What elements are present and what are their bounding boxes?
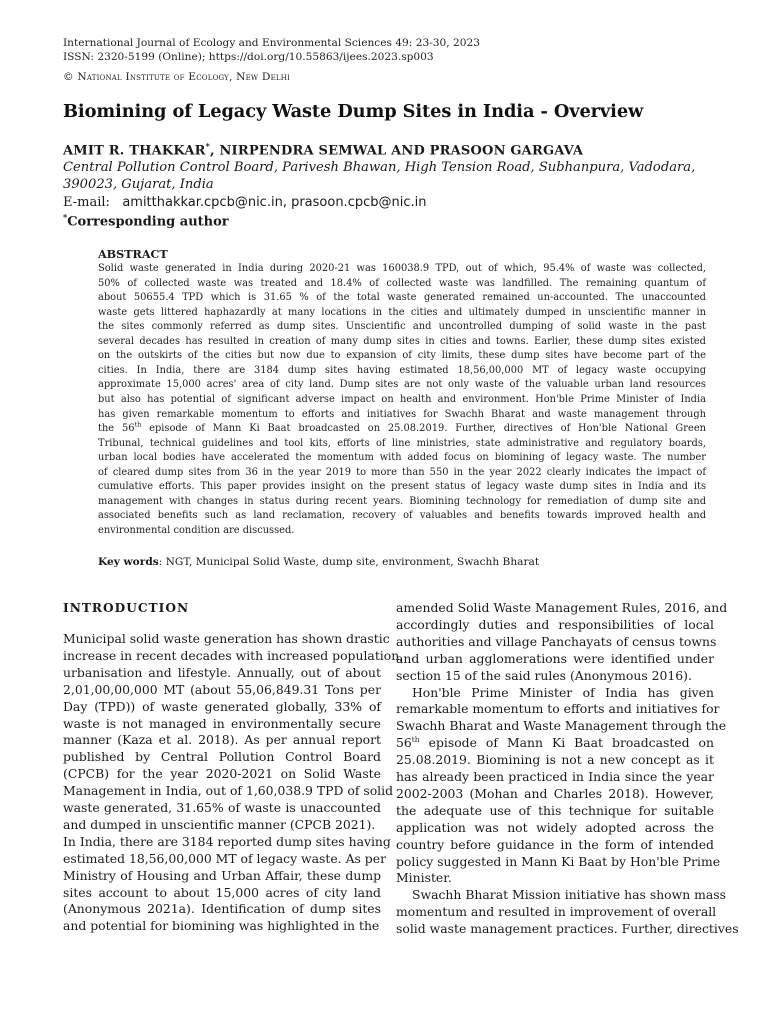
- text-line: country before guidance in the form of intended: [396, 836, 714, 852]
- keywords-line: [98, 556, 539, 568]
- text-line: Swachh Bharat Mission initiative has shown mass: [412, 887, 727, 903]
- text-line: increase in recent decades with increased population,: [63, 647, 404, 663]
- text-line: [98, 420, 706, 435]
- keywords-values: : NGT, Municipal Solid Waste, dump site, environment, Swachh Bharat: [158, 556, 540, 568]
- text-line: accordingly duties and responsibilities of local: [396, 616, 714, 632]
- text-line: Management in India, out of 1,60,038.9 TPD of solid: [63, 783, 394, 799]
- text-line: has already been practiced in India since the year: [396, 769, 714, 784]
- keywords-label: Key words: [98, 556, 159, 568]
- author-list: [63, 141, 583, 158]
- text-line: 25.08.2019. Biomining is not a new concept as it: [396, 752, 714, 768]
- text-line: authorities and village Panchayats of census towns: [396, 633, 717, 649]
- email-addresses: amitthakkar.cpcb@nic.in, prasoon.cpcb@nic.in: [122, 195, 427, 210]
- text-line: and dumped in unscientific manner (CPCB 2021).: [63, 816, 376, 832]
- text-line: manner (Kaza et al. 2018). As per annual report: [63, 732, 381, 748]
- text-line: about 50655.4 TPD which is 31.65 % of the total waste generated remained un-accounted. The unaccounted: [98, 292, 706, 304]
- text-line: sites account to about 15,000 acres of city land: [63, 884, 381, 900]
- text-line: has given remarkable momentum to efforts and initiatives for Swachh Bharat and waste management through: [98, 408, 706, 420]
- text-line: solid waste management practices. Further, directives: [396, 921, 739, 937]
- text-line: waste gets littered haphazardly at many locations in the cities and ultimately dumped in unscientific manner in: [98, 306, 706, 318]
- text-line: approximate 15,000 acres' area of city land. Dump sites are not only waste of the valuable urban land resources: [98, 379, 706, 391]
- text-fragment: episode of Mann Ki Baat broadcasted on 25.08.2019. Further, directives of Hon'ble National Green: [141, 423, 706, 435]
- corresponding-mark: *: [205, 141, 211, 151]
- text-line: Day (TPD)) of waste generated globally, 33% of: [63, 698, 381, 714]
- text-line: 2,01,00,00,000 MT (about 55,06,849.31 Tons per: [63, 681, 381, 697]
- text-fragment: episode of Mann Ki Baat broadcasted on: [419, 735, 714, 751]
- author-names-rest: , NIRPENDRA SEMWAL AND PRASOON GARGAVA: [210, 143, 584, 159]
- text-line: momentum and resulted in improvement of overall: [396, 904, 717, 920]
- text-line: 50% of collected waste was treated and 18.4% of collected waste was landfilled. The remaining quantum of: [98, 277, 706, 289]
- text-line: waste is not managed in environmentally secure: [63, 715, 381, 731]
- text-line: and urban agglomerations were identified under: [396, 650, 714, 666]
- text-line: [396, 736, 714, 750]
- issn-doi-line: ISSN: 2320-5199 (Online); https://doi.org/10.55863/ijees.2023.sp003: [63, 51, 434, 63]
- introduction-heading: INTRODUCTION: [63, 601, 190, 615]
- text-line: Minister.: [396, 870, 452, 886]
- text-line: In India, there are 3184 reported dump sites having: [63, 833, 391, 849]
- text-line: 2002-2003 (Mohan and Charles 2018). However,: [396, 785, 714, 801]
- text-line: urban local bodies have accelerated the momentum with added focus on biomining of legacy waste. The number: [98, 452, 706, 464]
- text-line: Solid waste generated in India during 2020-21 was 160038.9 TPD, out of which, 95.4% of waste was collected,: [98, 263, 706, 274]
- text-line: waste generated, 31.65% of waste is unaccounted: [63, 800, 381, 815]
- text-fragment: the 56: [98, 423, 135, 435]
- text-fragment: 56: [396, 735, 412, 751]
- text-line: (Anonymous 2021a). Identification of dump sites: [63, 901, 381, 917]
- text-line: the sites commonly referred as dump sites. Unscientific and uncontrolled dumping of solid waste in the past: [98, 321, 706, 333]
- text-line: and potential for biomining was highlighted in the: [63, 918, 380, 934]
- corresponding-note-mark: *: [63, 212, 68, 222]
- text-line: Ministry of Housing and Urban Affair, these dump: [63, 867, 381, 883]
- text-line: but also has potential of significant adverse impact on health and environment. Hon'ble Prime Minister of India: [98, 393, 706, 405]
- email-line: [63, 195, 426, 210]
- text-line: application was not widely adopted across the: [396, 819, 714, 835]
- author-name-first: AMIT R. THAKKAR: [63, 143, 206, 159]
- text-line: the adequate use of this technique for suitable: [396, 802, 714, 818]
- text-line: cumulative efforts. This paper provides insight on the present status of legacy waste dump sites in India and its: [98, 481, 706, 493]
- abstract-heading: ABSTRACT: [98, 247, 168, 261]
- corresponding-author-note: [63, 212, 229, 229]
- corresponding-note-text: Corresponding author: [67, 214, 229, 230]
- text-line: (CPCB) for the year 2020-2021 on Solid Waste: [63, 766, 381, 782]
- journal-citation: International Journal of Ecology and Environmental Sciences 49: 23-30, 2023: [63, 37, 480, 49]
- text-line: on the outskirts of the cities but now due to expansion of city limits, these dump sites have become part of the: [98, 350, 706, 362]
- text-line: estimated 18,56,00,000 MT of legacy waste. As per: [63, 850, 386, 866]
- text-line: of cleared dump sites from 36 in the year 2019 to more than 550 in the year 2022 clearly indicates the impact of: [98, 466, 706, 478]
- text-line: management with changes in status during recent years. Biomining technology for remediation of dump site and: [98, 495, 706, 507]
- text-line: environmental condition are discussed.: [98, 524, 295, 536]
- text-line: amended Solid Waste Management Rules, 2016, and: [396, 600, 728, 615]
- text-line: Municipal solid waste generation has shown drastic: [63, 631, 390, 646]
- superscript: th: [411, 735, 420, 745]
- copyright-line: © National Institute of Ecology, New Delhi: [63, 71, 290, 83]
- text-line: urbanisation and lifestyle. Annually, out of about: [63, 664, 381, 680]
- text-line: published by Central Pollution Control Board: [63, 749, 381, 765]
- text-line: Tribunal, technical guidelines and tool kits, efforts of line ministries, state administrative and regulatory boards,: [98, 437, 706, 449]
- text-line: section 15 of the said rules (Anonymous 2016).: [396, 667, 692, 683]
- email-label: E-mail:: [63, 195, 110, 210]
- text-line: remarkable momentum to efforts and initiatives for: [396, 701, 720, 717]
- text-line: Hon'ble Prime Minister of India has given: [412, 684, 714, 700]
- text-line: Swachh Bharat and Waste Management through the: [396, 718, 727, 734]
- affiliation: Central Pollution Control Board, Parivesh Bhawan, High Tension Road, Subhanpura, Vadodara, 390023, Gujarat, India: [63, 160, 696, 192]
- text-line: associated benefits such as land reclamation, recovery of valuables and benefits towards improved health and: [98, 510, 706, 522]
- text-line: cities. In India, there are 3184 dump sites having estimated 18,56,00,000 MT of legacy waste occupying: [98, 364, 706, 376]
- article-title: Biomining of Legacy Waste Dump Sites in India - Overview: [63, 101, 644, 122]
- text-line: policy suggested in Mann Ki Baat by Hon'ble Prime: [396, 853, 721, 869]
- text-line: several decades has resulted in creation of many dump sites in cities and towns. Earlier, these dump sites existed: [98, 335, 706, 347]
- superscript: th: [134, 420, 142, 429]
